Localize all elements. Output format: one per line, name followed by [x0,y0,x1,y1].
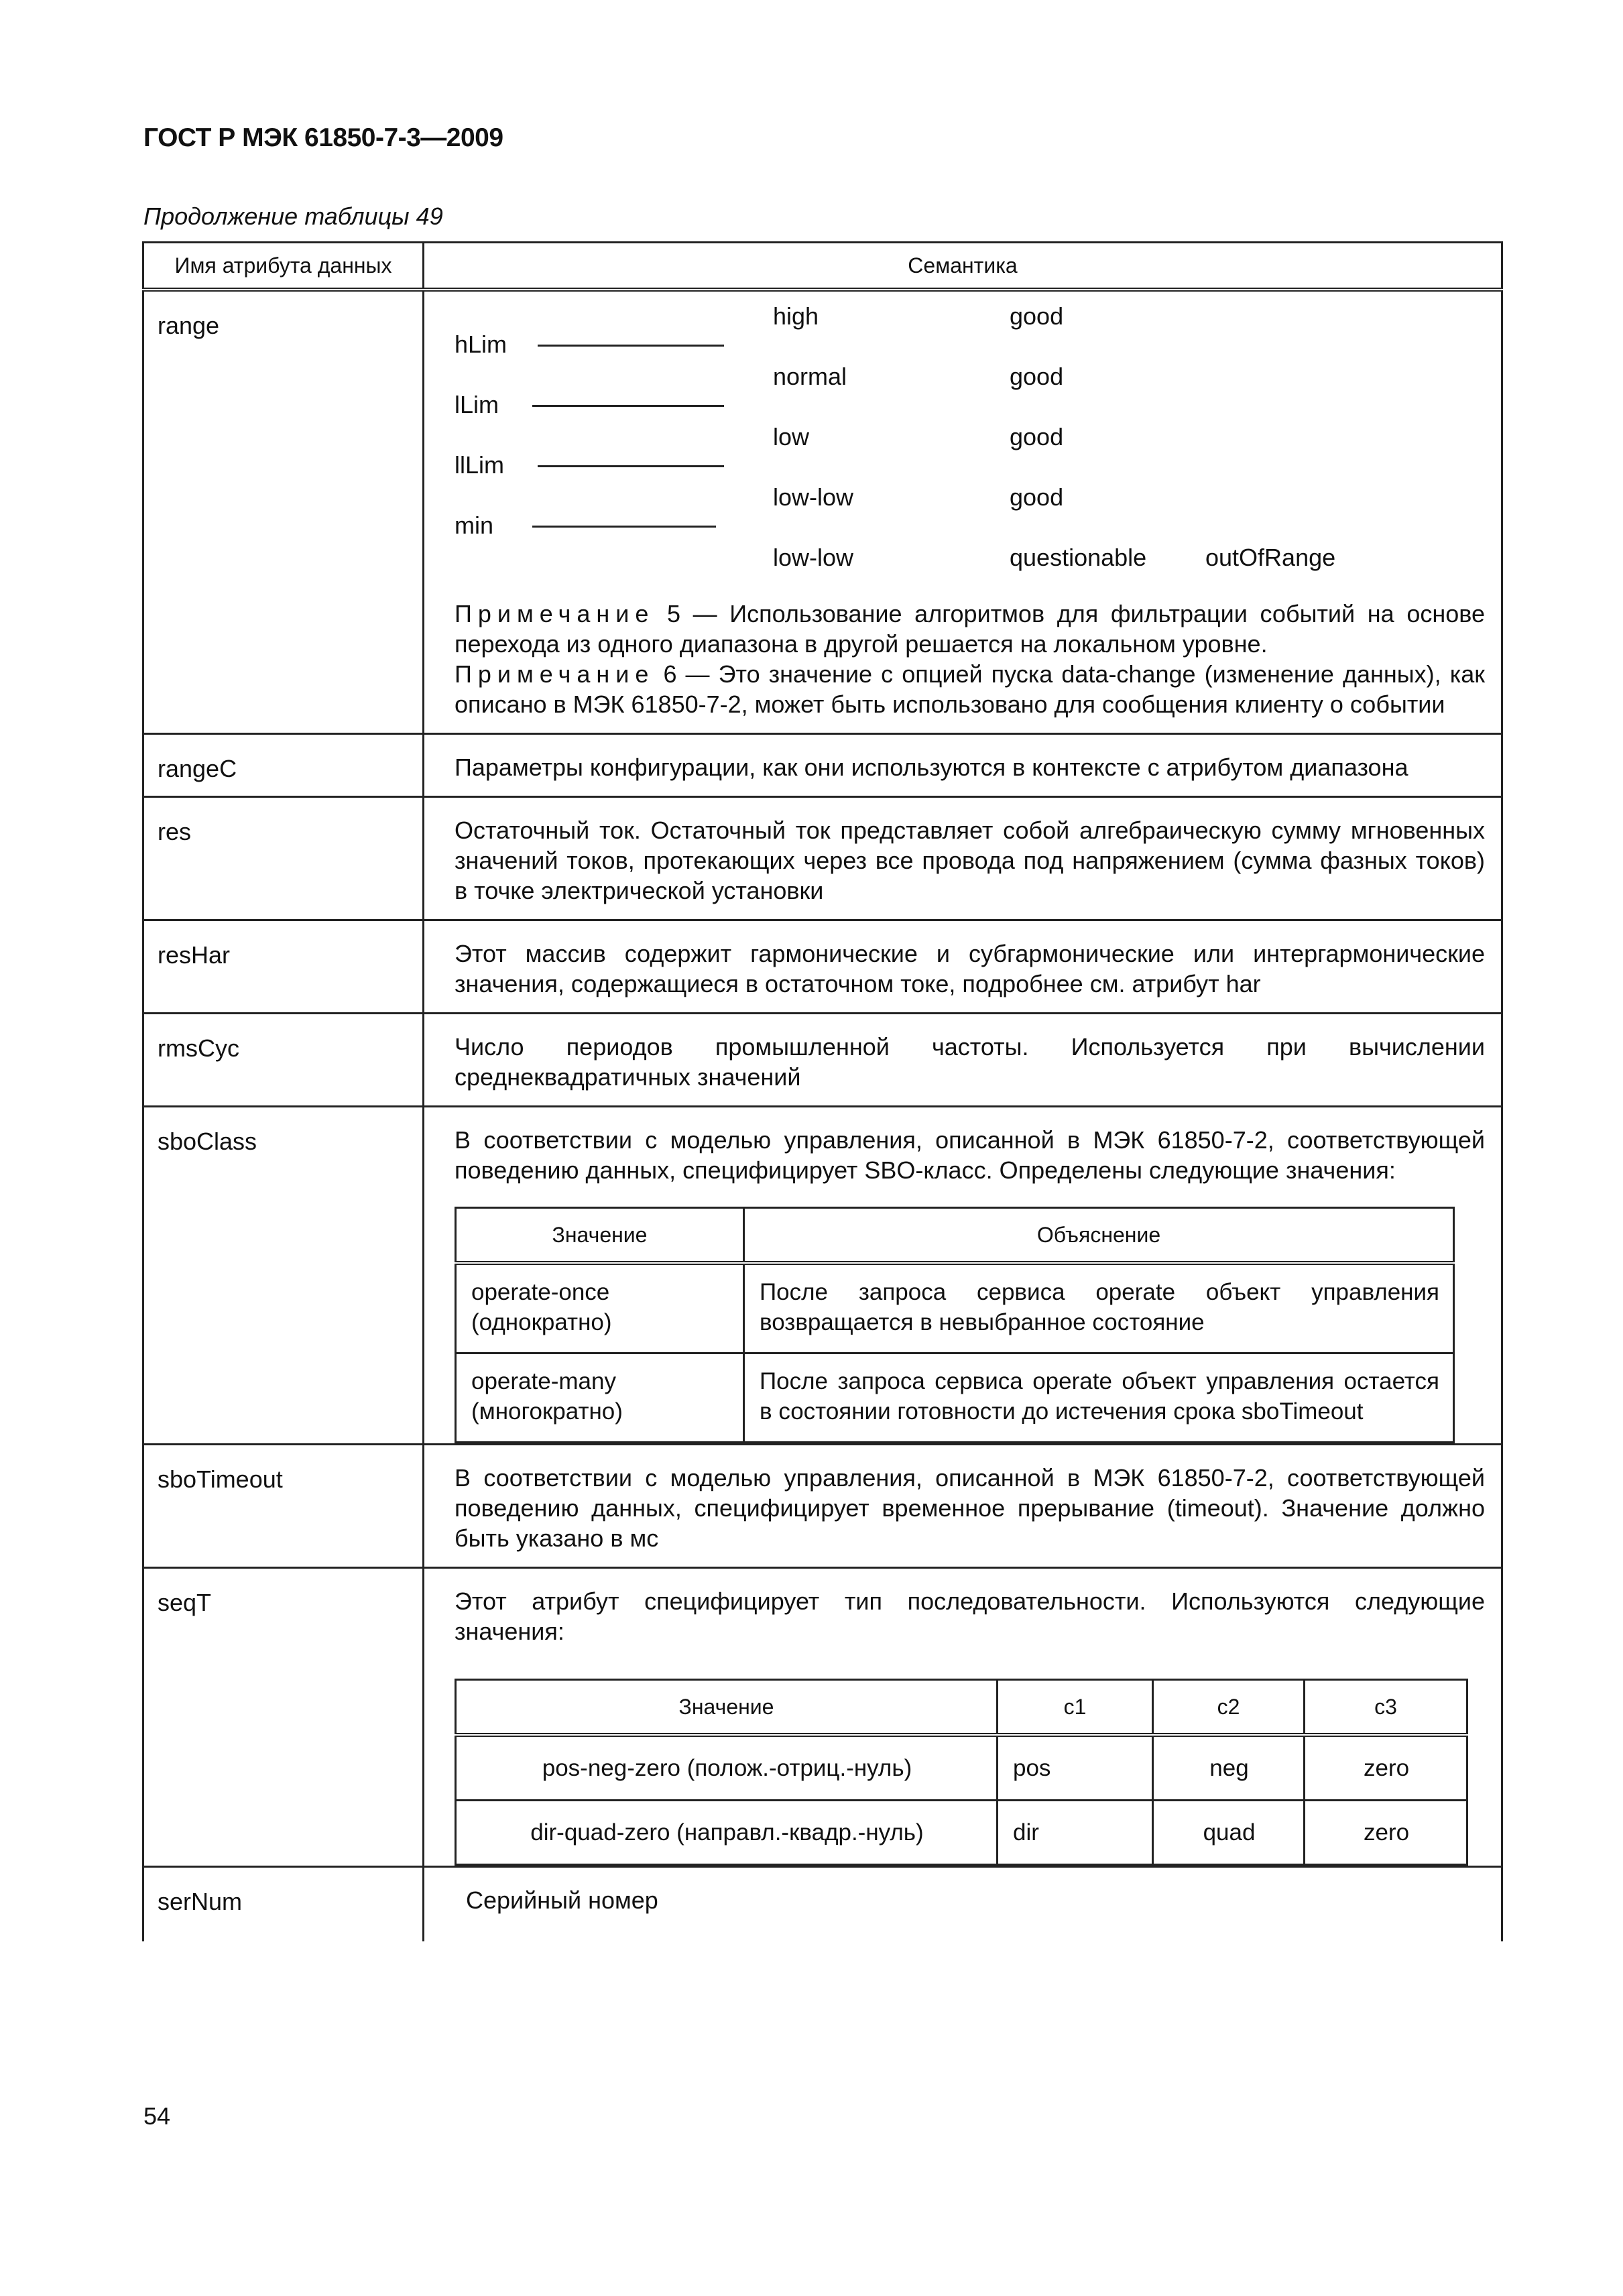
limit-line [538,465,724,467]
note-text: 6 — Это значение с опцией пуска data-change (изменение данных), как описано в МЭК 61850-7-2, может быть использовано для сообщения клиенту о событии [455,660,1485,718]
sub-table-row [456,1263,1454,1353]
value-cell: pos-neg-zero (полож.-отриц.-нуль) [456,1735,998,1801]
attribute-name: rmsCyc [143,1014,424,1107]
c2-cell: quad [1153,1801,1305,1865]
table-row [143,1867,1502,1942]
column-header-value: Значение [456,1680,998,1736]
range-diagram [455,301,1485,581]
sub-table-row [456,1353,1454,1443]
limit-label: min [455,511,494,539]
attribute-name: res [143,797,424,920]
quality-state: good [1010,483,1064,511]
range-state: low [773,423,810,450]
sub-table-header-row [456,1680,1467,1736]
limit-line [532,526,716,528]
c1-cell: dir [998,1801,1153,1865]
column-header-value: Значение [456,1208,744,1264]
note-text: 5 — Использование алгоритмов для фильтрации событий на основе перехода из одного диапазона в другой решается на локальном уровне. [455,600,1485,658]
attribute-name: seqT [143,1568,424,1867]
limit-label: lLim [455,391,499,418]
table-row [143,920,1502,1014]
attribute-semantics: Остаточный ток. Остаточный ток представляет собой алгебраическую сумму мгновенных значений токов, протекающих через все провода под напряжением (сумма фазных токов) в точке электрической установки [424,797,1502,920]
note-5 [455,599,1485,659]
column-header-name: Имя атрибута данных [143,243,424,290]
value-cell: operate-many (многократно) [456,1353,744,1443]
table-header-row [143,243,1502,290]
sub-table-header-row [456,1208,1454,1264]
attribute-name: range [143,290,424,734]
sub-table-row [456,1735,1467,1801]
column-header-c3: c3 [1305,1680,1467,1736]
attribute-semantics: Число периодов промышленной частоты. Используется при вычислении среднеквадратичных значений [424,1014,1502,1107]
table-row [143,1445,1502,1568]
explanation-cell: После запроса сервиса operate объект управления возвращается в невыбранное состояние [744,1263,1454,1353]
attribute-semantics: Серийный номер [424,1867,1502,1942]
value-cell: operate-once (однократно) [456,1263,744,1353]
c2-cell: neg [1153,1735,1305,1801]
semantics-text: В соответствии с моделью управления, описанной в МЭК 61850-7-2, соответствующей поведению данных, специфицирует SBO-класс. Определены следующие значения: [455,1126,1485,1184]
attribute-semantics: Параметры конфигурации, как они используются в контексте с атрибутом диапазона [424,734,1502,797]
note-label: Примечание [455,600,655,627]
range-state: normal [773,363,847,390]
column-header-explanation: Объяснение [744,1208,1454,1264]
attribute-semantics: Этот массив содержит гармонические и субгармонические или интергармонические значения, содержащиеся в остаточном токе, подробнее см. атрибут har [424,920,1502,1014]
attribute-semantics [424,1568,1502,1867]
column-header-semantics: Семантика [424,243,1502,290]
limit-line [532,405,724,407]
range-state: high [773,302,819,330]
quality-state: good [1010,302,1064,330]
limit-label: hLim [455,330,507,358]
table-row [143,290,1502,734]
quality-state: good [1010,363,1064,390]
table-row [143,1568,1502,1867]
value-cell: dir-quad-zero (направл.-квадр.-нуль) [456,1801,998,1865]
sbo-values-table [455,1207,1455,1443]
table-row [143,734,1502,797]
attribute-semantics [424,290,1502,734]
limit-line [538,345,724,347]
page-header: ГОСТ Р МЭК 61850-7-3—2009 [143,123,503,152]
note-6 [455,659,1485,719]
table-row [143,1107,1502,1445]
range-state: low-low [773,483,854,511]
attribute-name: resHar [143,920,424,1014]
attribute-name: serNum [143,1867,424,1942]
table-caption: Продолжение таблицы 49 [143,202,443,230]
table-row [143,1014,1502,1107]
explanation-cell: После запроса сервиса operate объект управления остается в состоянии готовности до истечения срока sboTimeout [744,1353,1454,1443]
c3-cell: zero [1305,1801,1467,1865]
limit-label: llLim [455,451,505,479]
sub-table-row [456,1801,1467,1865]
attribute-semantics [424,1107,1502,1445]
attribute-name: sboClass [143,1107,424,1445]
column-header-c2: c2 [1153,1680,1305,1736]
seq-values-table [455,1679,1468,1866]
c3-cell: zero [1305,1735,1467,1801]
quality-detail: outOfRange [1205,544,1336,571]
c1-cell: pos [998,1735,1153,1801]
column-header-c1: c1 [998,1680,1153,1736]
attribute-name: sboTimeout [143,1445,424,1568]
table-row [143,797,1502,920]
page-number: 54 [143,2102,171,2130]
attribute-name: rangeC [143,734,424,797]
semantics-text: Этот атрибут специфицирует тип последовательности. Используются следующие значения: [455,1587,1485,1645]
quality-state: questionable [1010,544,1147,571]
attribute-semantics: В соответствии с моделью управления, описанной в МЭК 61850-7-2, соответствующей поведению данных, специфицирует временное прерывание (timeout). Значение должно быть указано в мс [424,1445,1502,1568]
range-state: low-low [773,544,854,571]
note-label: Примечание [455,660,655,688]
quality-state: good [1010,423,1064,450]
attributes-table [142,241,1503,1941]
